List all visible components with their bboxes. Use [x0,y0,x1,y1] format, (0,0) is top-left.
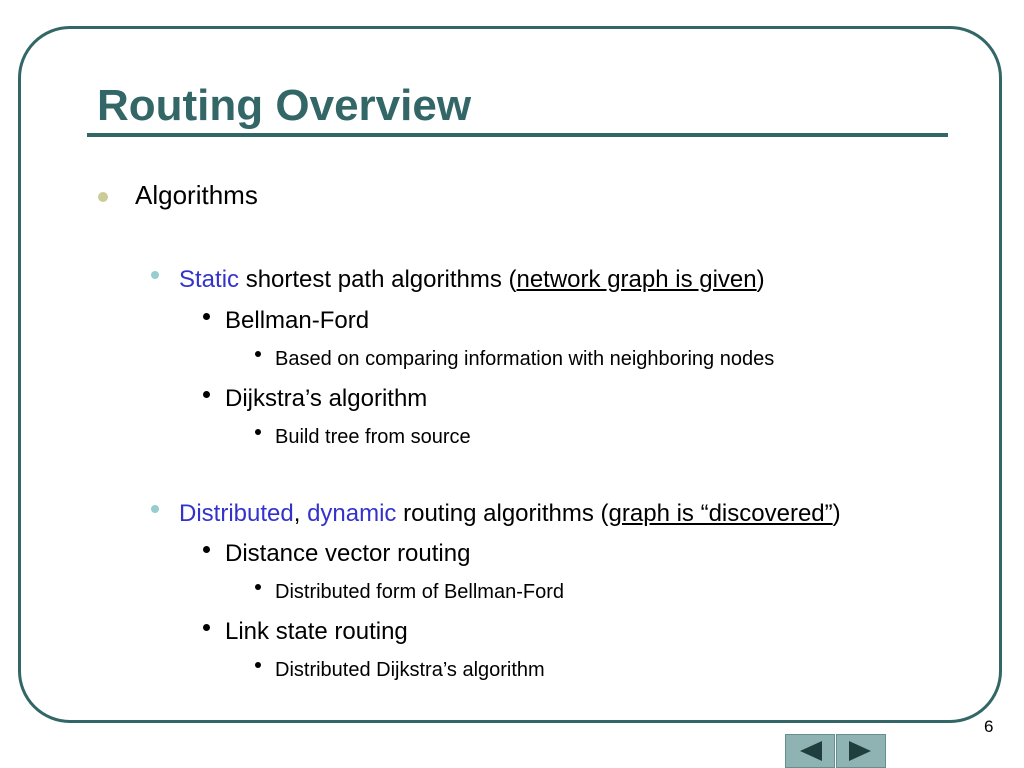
bullet-distance-vector [203,546,210,553]
bellman-ford-note-label: Based on comparing information with neighboring nodes [275,348,775,370]
triangle-left-icon [786,735,834,767]
static-rest: shortest path algorithms ( [239,266,517,293]
page-number: 6 [984,717,994,736]
bullet-text-distributed [179,502,841,526]
bullet-link-state-note [255,662,261,668]
distance-vector-label: Distance vector routing [225,540,471,567]
distributed-rest: routing algorithms ( [396,500,609,527]
slide-title: Routing Overview [97,81,472,130]
distributed-close: ) [832,500,841,527]
bullet-bellman-ford [203,313,210,320]
bullet-algorithms [98,192,108,202]
bullet-distributed [151,505,159,513]
static-underlined: network graph is given [516,266,757,293]
static-keyword: Static [179,266,240,293]
bullet-text-link-state [225,620,408,644]
bullet-text-link-state-note [275,660,545,680]
distance-vector-note-label: Distributed form of Bellman-Ford [275,581,564,603]
link-state-note-label: Distributed Dijkstra’s algorithm [275,659,545,681]
bullet-text-distance-vector [225,542,470,566]
bullet-dijkstra [203,391,210,398]
bellman-ford-label: Bellman-Ford [225,307,370,334]
bullet-link-state [203,624,210,631]
bullet-dijkstra-note [255,429,261,435]
bullet-text-distance-vector-note [275,582,564,602]
next-slide-button[interactable] [836,734,886,768]
bullet-distance-vector-note [255,584,261,590]
bullet-bellman-ford-note [255,351,261,357]
bullet-text-bellman-ford [225,309,369,333]
dynamic-keyword: dynamic [307,500,397,527]
bullet-text-bellman-ford-note [275,349,774,369]
distributed-underlined: graph is “discovered” [608,500,833,527]
distributed-keyword: Distributed [179,500,294,527]
distributed-comma: , [293,500,308,527]
link-state-label: Link state routing [225,618,408,645]
bullet-static [151,271,159,279]
dijkstra-label: Dijkstra’s algorithm [225,385,428,412]
triangle-right-icon [837,735,885,767]
dijkstra-note-label: Build tree from source [275,426,471,448]
bullet-text-dijkstra [225,387,427,411]
static-close: ) [756,266,765,293]
title-underline [87,133,948,137]
bullet-text-dijkstra-note [275,427,471,447]
bullet-text-algorithms [135,182,258,208]
previous-slide-button[interactable] [785,734,835,768]
algorithms-label: Algorithms [135,180,258,210]
bullet-text-static [179,268,765,292]
